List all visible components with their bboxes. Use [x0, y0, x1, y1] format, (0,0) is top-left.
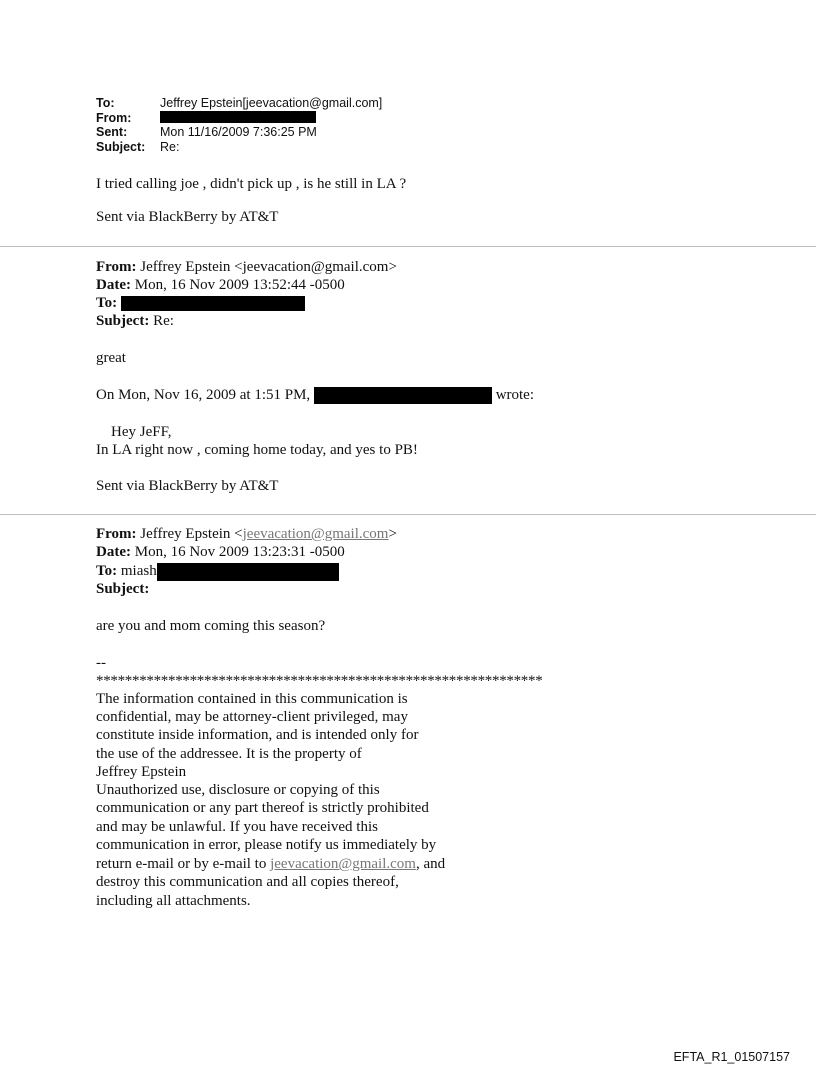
msg1-header — [96, 96, 382, 154]
msg2-subject-label: Subject: — [96, 313, 150, 329]
msg2-quote-line1: Hey JeFF, — [111, 424, 172, 440]
msg2-subject-value: Re: — [153, 313, 174, 329]
msg3-sig-stars: ************************************************************** — [96, 673, 543, 689]
msg2-date-label: Date: — [96, 277, 131, 293]
disclaimer-line: and may be unlawful. If you have received this — [96, 819, 378, 835]
msg1-subject-value: Re: — [160, 139, 180, 154]
redaction-block — [157, 563, 339, 581]
msg1-to-label: To: — [96, 96, 115, 110]
msg2-quote-intro: On Mon, Nov 16, 2009 at 1:51 PM, — [96, 387, 311, 403]
disclaimer-line10-post: , and — [415, 856, 446, 872]
msg1-sent-label: Sent: — [96, 125, 128, 139]
msg3-from-email-link[interactable]: jeevacation@gmail.com — [242, 526, 389, 542]
msg3-date-label: Date: — [96, 544, 131, 560]
msg2-date-value: Mon, 16 Nov 2009 13:52:44 -0500 — [134, 277, 345, 293]
msg2-from-value: Jeffrey Epstein <jeevacation@gmail.com> — [140, 259, 397, 275]
disclaimer-line: The information contained in this communication is — [96, 691, 408, 707]
msg3-sig-dash: -- — [96, 655, 106, 671]
msg3-subject-label: Subject: — [96, 581, 150, 597]
message-divider — [0, 246, 816, 247]
disclaimer-line: including all attachments. — [96, 893, 251, 909]
disclaimer-line: confidential, may be attorney-client privileged, may — [96, 709, 408, 725]
msg2-to-label: To: — [96, 295, 118, 311]
msg3-subject-line — [96, 580, 149, 598]
msg2-date-line — [96, 276, 345, 294]
disclaimer-line: Unauthorized use, disclosure or copying of this — [96, 782, 380, 798]
disclaimer-line: the use of the addressee. It is the property of — [96, 746, 362, 762]
msg1-signature: Sent via BlackBerry by AT&T — [96, 209, 279, 225]
msg1-to-value: Jeffrey Epstein[jeevacation@gmail.com] — [160, 96, 383, 110]
msg2-from-line — [96, 258, 397, 276]
msg3-to-line — [96, 562, 339, 581]
disclaimer-line: communication in error, please notify us immediately by — [96, 837, 437, 853]
redaction-block — [314, 387, 492, 404]
msg2-quote-wrote: wrote: — [495, 387, 535, 403]
msg3-from-label: From: — [96, 526, 137, 542]
redaction-block — [121, 296, 305, 311]
msg3-from-line — [96, 525, 397, 543]
msg2-signature: Sent via BlackBerry by AT&T — [96, 478, 279, 494]
msg3-from-name: Jeffrey Epstein < — [140, 526, 243, 542]
msg1-body: I tried calling joe , didn't pick up , is he still in LA ? — [96, 176, 407, 192]
msg3-date-line — [96, 543, 345, 561]
disclaimer-line: Jeffrey Epstein — [96, 764, 187, 780]
msg1-from-label: From: — [96, 110, 132, 125]
msg3-date-value: Mon, 16 Nov 2009 13:23:31 -0500 — [134, 544, 345, 560]
msg3-to-value: miash — [120, 563, 157, 579]
disclaimer-line: communication or any part thereof is strictly prohibited — [96, 800, 429, 816]
msg2-to-line — [96, 294, 305, 312]
disclaimer-line: destroy this communication and all copies thereof, — [96, 874, 399, 890]
msg2-quote-intro-line — [96, 386, 534, 404]
msg1-sent-value: Mon 11/16/2009 7:36:25 PM — [160, 125, 317, 139]
disclaimer-email-link[interactable]: jeevacation@gmail.com — [270, 856, 416, 872]
msg2-from-label: From: — [96, 259, 137, 275]
message-divider — [0, 514, 816, 515]
msg2-quote-line2: In LA right now , coming home today, and yes to PB! — [96, 442, 418, 458]
msg2-body: great — [96, 350, 126, 366]
document-id: EFTA_R1_01507157 — [673, 1050, 790, 1064]
redaction-block — [160, 111, 316, 123]
msg2-subject-line — [96, 312, 174, 330]
msg3-from-close: > — [388, 526, 397, 542]
disclaimer-line-email — [96, 855, 445, 873]
msg3-to-label: To: — [96, 563, 118, 579]
disclaimer-line: constitute inside information, and is intended only for — [96, 727, 419, 743]
disclaimer-line10-pre: return e-mail or by e-mail to — [96, 856, 271, 872]
msg3-body: are you and mom coming this season? — [96, 618, 326, 634]
msg1-subject-label: Subject: — [96, 139, 146, 154]
